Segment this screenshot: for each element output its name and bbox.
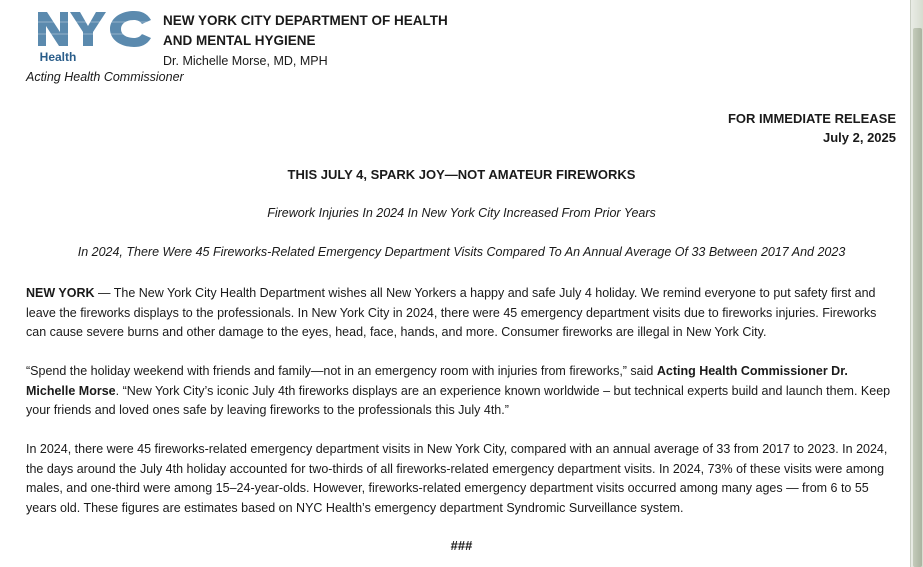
quote-end: . “New York City’s iconic July 4th fireworks displays are an experience known worldwide – but technical experts build and launch them. Keep your friends and loved ones safe by leaving fireworks to the professionals this July 4th.”	[26, 383, 891, 417]
dept-name-line2: AND MENTAL HYGIENE	[163, 33, 316, 48]
headline: THIS JULY 4, SPARK JOY—NOT AMATEUR FIREWORKS	[287, 167, 636, 182]
logo-health-text: Health	[39, 50, 77, 64]
subhead-2: In 2024, There Were 45 Fireworks-Related Emergency Department Visits Compared To An Annual Average Of 33 Between 2017 And 2023	[77, 245, 846, 259]
subhead-1: Firework Injuries In 2024 In New York City Increased From Prior Years	[267, 206, 656, 220]
paragraph-intro	[26, 284, 896, 343]
scrollbar-thumb[interactable]	[913, 28, 922, 567]
dateline: NEW YORK	[26, 286, 95, 300]
quote-start: “Spend the holiday weekend with friends and family—not in an emergency room with injuries from fireworks,” said	[26, 364, 657, 378]
paragraph-statistics: In 2024, there were 45 fireworks-related emergency department visits in New York City, compared with an annual average of 33 from 2017 to 2023. In 2024, the days around the July 4th holiday accounted for two-thirds of all fireworks-related emergency department visits. In 2024, 73% of these visits were among males, and one-third were among 15–24-year-olds. However, fireworks-related emergency department visits occurred among many ages — from 6 to 55 years old. These figures are estimates based on NYC Health’s emergency department Syndromic Surveillance system.	[26, 442, 888, 515]
commissioner-title: Acting Health Commissioner	[26, 70, 184, 84]
nyc-logo-icon	[38, 10, 152, 48]
paragraph-quote	[26, 362, 896, 421]
quote-speaker: Acting Health Commissioner Dr. Michelle Morse	[26, 364, 848, 398]
release-label: FOR IMMEDIATE RELEASE	[727, 111, 896, 126]
commissioner-name: Dr. Michelle Morse, MD, MPH	[163, 54, 328, 68]
dept-name-line1: NEW YORK CITY DEPARTMENT OF HEALTH	[163, 13, 448, 28]
vertical-scrollbar[interactable]	[910, 0, 923, 567]
release-block	[728, 109, 896, 147]
end-mark: ###	[450, 538, 473, 553]
department-block	[163, 11, 448, 71]
release-date: July 2, 2025	[823, 130, 896, 145]
paragraph-intro-text: — The New York City Health Department wishes all New Yorkers a happy and safe July 4 holiday. We remind everyone to put safety first and leave the fireworks displays to the professionals. In New York City in 2024, there were 45 emergency department visits due to fireworks injuries. Fireworks can cause severe burns and other damage to the eyes, head, face, hands, and more. Consumer fireworks are illegal in New York City.	[26, 286, 877, 339]
